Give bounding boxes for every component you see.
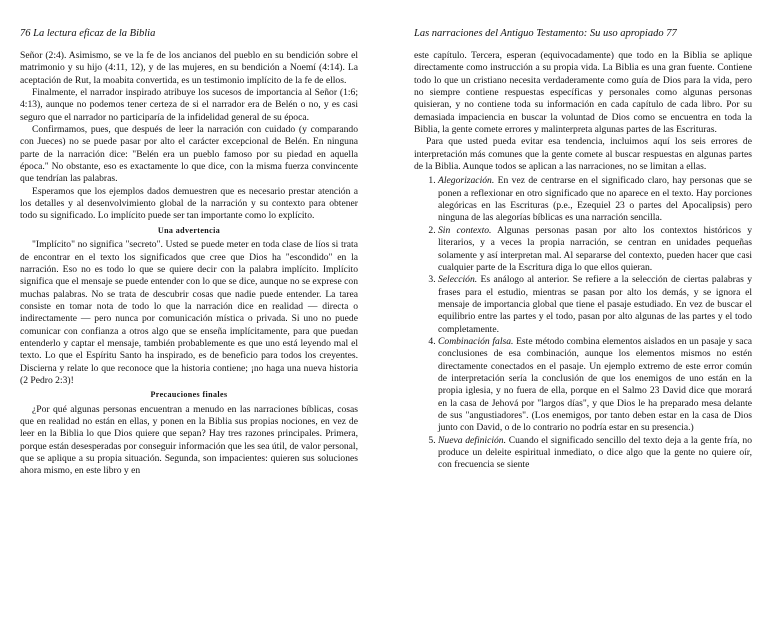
paragraph: Confirmamos, pues, que después de leer la narración con cuidado (y comparando con Jueces) no se puede pasar por alto el carácter excepcional de Belén. En ninguna parte de la narración dice: "Belén era un pueblo famoso por su piedad en aquella época." No obstante, eso es exactamente lo que dice, con la misma fuerza convincente que tendrían las palabras.	[20, 124, 358, 185]
left-page-body	[20, 50, 358, 478]
list-item	[438, 225, 752, 274]
list-item-term: Sin contexto.	[438, 224, 492, 236]
list-item-text: Cuando el significado sencillo del texto deja a la gente fría, no produce un deleite espiritual inmediato, o dice algo que la gente no quiere oír, con frecuencia se siente	[438, 434, 752, 471]
list-item-term: Nueva definición.	[438, 434, 506, 446]
running-header-right: Las narraciones del Antiguo Testamento: Su uso apropiado 77	[414, 28, 677, 39]
list-item-text: Es análogo al anterior. Se refiere a la selección de ciertas palabras y frases para el estudio, mientras se pasan por alto los demás, y se ignora el mensaje de importancia global que tiene el pasaje estudiado. En vez de buscar el equilibrio entre las partes y el todo, pasan por alto algunas de las partes y el todo completamente.	[438, 274, 752, 335]
paragraph: Finalmente, el narrador inspirado atribuye los sucesos de importancia al Señor (1:6; 4:13), aunque no podemos tener certeza de si el narrador era de Belén o no, y es casi seguro que el narrador no participaría de la infidelidad general de su época.	[20, 87, 358, 123]
right-page-body	[414, 50, 752, 472]
section-heading: Precauciones finales	[150, 390, 228, 400]
paragraph: Señor (2:4). Asimismo, se ve la fe de los ancianos del pueblo en su bendición sobre el matrimonio y su hijo (4:11, 12), y de las mujeres, en su bendición a Noemí (4:14). La aceptación de Rut, la moabita convertida, es un testimonio implícito de la fe de ellos.	[20, 50, 358, 86]
paragraph: ¿Por qué algunas personas encuentran a menudo en las narraciones bíblicas, cosas que en realidad no están en ellas, y ponen en la Biblia sus propias nociones, en vez de leer en la Biblia lo que Dios quiere que sepan? Hay tres razones principales. Primera, porque están desesperadas por conseguir información que les sea útil, de valor personal, que se aplique a su propia situación. Segunda, son impacientes: quieren sus soluciones ahora mismo, en este libro y en	[20, 403, 358, 477]
list-item	[438, 435, 752, 472]
paragraph: "Implícito" no significa "secreto". Usted se puede meter en toda clase de líos si trata de encontrar en el texto los significados que cree que Dios ha "escondido" en la narración. Eso no es todo lo que se quiere decir con la palabra implícito. Implícito significa que el mensaje se puede entender con lo que se dice, aunque no se exprese con muchas palabras. No se trata de descubrir cosas que nadie puede entender. La tarea consiste en tomar nota de todo lo que la narración dice en realidad — directa o indirectamente — pero nunca por comunicación mística o privada. Si uno no puede comunicar con confianza a otros algo que se enseña implícitamente, para que puedan entenderlo y captar el mensaje, también probablemente es que uno está leyendo mal el texto. Lo que el Espíritu Santo ha inspirado, es de beneficio para todos los creyentes. Discierna y relate lo que reconoce que la historia contiene; ¡no haga una nueva historia (2 Pedro 2:3)!	[20, 239, 358, 386]
list-item	[438, 175, 752, 224]
list-item-term: Alegorización.	[438, 175, 495, 187]
section-heading: Una advertencia	[157, 225, 221, 235]
running-header-left: 76 La lectura eficaz de la Biblia	[20, 28, 156, 39]
list-item-term: Selección.	[438, 274, 478, 286]
list-item-text: Algunas personas pasan por alto los contextos históricos y literarios, y a veces la propia narración, se centran en unidades pequeñas solamente y así interpretan mal. Al separarse del contexto, pueden hacer que casi cualquier parte de la Escritura diga lo que ellos quieran.	[438, 224, 752, 273]
list-item-text: En vez de centrarse en el significado claro, hay personas que se ponen a reflexionar en otro significado que no aparece en el texto. Hay porciones alegóricas en las Escrituras (p.e., Ezequiel 23 o partes del Apocalipsis) pero ninguna de las alegorías bíblicas es una narración sencilla.	[438, 175, 752, 224]
list-item	[438, 274, 752, 336]
paragraph: Para que usted pueda evitar esa tendencia, incluimos aquí los seis errores de interpretación más comunes que la gente comete al buscar respuestas en algunas partes de la Biblia. Aunque todos se aplican a las narraciones, no se limitan a ellas.	[414, 136, 752, 173]
error-list	[414, 175, 752, 471]
list-item-text: Este método combina elementos aislados en un pasaje y saca conclusiones de esa combinación, aunque los elementos mismos no estén directamente conectados en el pasaje. Un ejemplo extremo de este error común de interpretación sería la conclusión de que los enemigos de uno están en la propia iglesia, y no fuera de ella, porque en el Salmo 23 David dice que morará en la casa de Jehová por "largos días", y que Dios le ha preparado mesa delante de sus "angustiadores". (Los enemigos, por tanto deben estar en la casa de Dios junto con David, o de lo contrario no podría estar en su presencia.)	[438, 335, 753, 434]
paragraph: este capítulo. Tercera, esperan (equivocadamente) que todo en la Biblia se aplique directamente como instrucción a su propia vida. La Biblia es una gran fuente. Contiene todo lo que un cristiano necesita verdaderamente como guía de Dios para la vida, pero no siempre contiene respuestas específicas y personales como algunas personas quisieran, y no contiene toda su información en cada capítulo de cada libro. Por su demasiada impaciencia en buscar la voluntad de Dios como se encuentra en toda la Biblia, la gente comete errores y malinterpreta algunas partes de las Escrituras.	[414, 50, 752, 136]
list-item	[438, 336, 752, 435]
list-item-term: Combinación falsa.	[438, 335, 514, 347]
paragraph: Esperamos que los ejemplos dados demuestren que es necesario prestar atención a los detalles y al desenvolvimiento global de la narración y su contexto para obtener todo su significado. Lo implícito puede ser tan importante como lo explícito.	[20, 185, 358, 222]
